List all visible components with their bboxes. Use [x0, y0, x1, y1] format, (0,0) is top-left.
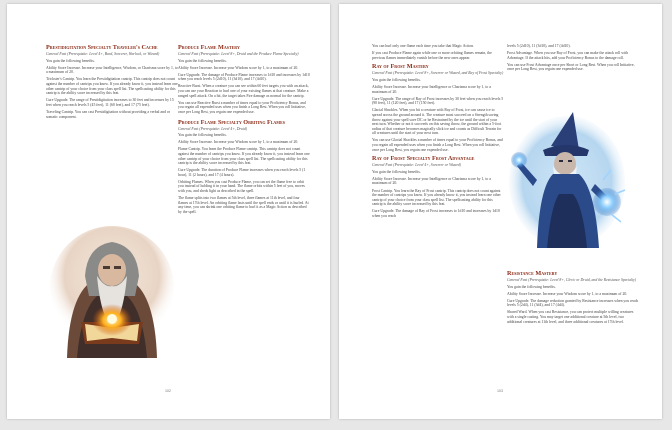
- paragraph: You gain the following benefits.: [372, 169, 421, 174]
- feat-prerequisite: General Feat (Prerequisite: Level 8+, Druid and the Produce Flame Specialty): [178, 52, 299, 56]
- feat-heading: Ray of Frost Specialty Frost Advantage: [372, 155, 475, 163]
- left-page-column-1: [46, 44, 178, 122]
- paragraph: If you cast Produce Flame again while one or more orbiting flames remain, the previous flames immediately vanish before the new ones appear.: [372, 51, 492, 60]
- paragraph: Flame Cantrip. You learn the Produce Flame cantrip. This cantrip does not count against the number of cantrips you know. If you already know it, you instead learn one other cantrip of your choice from your class spell list. The spellcasting ability for this cantrip is the ability score increased by this feat.: [178, 147, 310, 166]
- paragraph: Ability Score Increase. Increase your Wisdom score by 1, to a maximum of 20.: [507, 291, 628, 296]
- paragraph: Frost Advantage. When you use Ray of Frost, you can make the attack roll with Advantage. If the attack hits, add your Proficiency Bonus to the damage roll.: [507, 51, 628, 60]
- page-number: 102: [165, 389, 171, 393]
- paragraph: You gain the following benefits.: [178, 58, 227, 63]
- right-page-column-2: [507, 44, 639, 74]
- paragraph: Ability Score Increase. Increase your Intelligence or Charisma score by 1, to a maximum of 20.: [372, 176, 491, 186]
- feat-heading: Ray of Frost Mastery: [372, 63, 429, 71]
- feat-prerequisite: General Feat (Prerequisite: Level 8+, Sorcerer or Wizard, and Ray of Frost Specialty): [372, 71, 504, 76]
- paragraph: Orbiting Flames. When you cast Produce Flame, you can set the flame free to orbit you instead of holding it in your hand. The flame orbits within 5 feet of you, moves with you, and sheds light as described in the spell.: [178, 179, 305, 194]
- feat-prerequisite: General Feat (Prerequisite: Level 8+, Cleric or Druid, and the Resistance Specialty): [507, 278, 637, 282]
- feat-heading: Produce Flame Mastery: [178, 44, 240, 51]
- paragraph: You gain the following benefits.: [46, 58, 95, 63]
- paragraph: You gain the following benefits.: [178, 133, 227, 138]
- paragraph: You can hurl only one flame each time you take that Magic Action.: [372, 44, 474, 48]
- paragraph: Trickster's Cantrip. You learn the Prestidigitation cantrip. This cantrip does not count against the number of cantrips you know. If you already know it, you instead learn one other cantrip of your choice from your class spell list. The spellcasting ability for this cantrip is the ability score increased by this feat.: [46, 77, 178, 96]
- paragraph: Cure Upgrade. The damage of Produce Flame increases to 1d10 and increases by 1d10 when you reach levels 5 (2d10), 11 (3d10), and 17 (4d10).: [178, 72, 310, 82]
- feat-heading: Resistance Mastery: [507, 270, 558, 277]
- paragraph: Cure Upgrade. The damage reduction granted by Resistance increases when you reach levels 5 (2d4), 11 (3d4), and 17 (4d4).: [507, 298, 639, 308]
- paragraph: Cure Upgrade. The range of Ray of Frost increases by 30 feet when you reach levels 5 (90 feet), 11 (120 feet), and 17 (150 feet).: [372, 96, 504, 106]
- feat-prerequisite: General Feat (Prerequisite: Level 4+, Sorcerer or Wizard): [372, 163, 461, 168]
- paragraph: Glacial Shackles. When you hit a creature with Ray of Frost, ice can cause ice to spread across the ground around it. The creature must succeed on a Strength saving throw against your spell save DC or be Restrained by the ice until the start of your next turn. Whether or not it succeeds on this saving throw, the ground within a 5-foot radius of that creature becomes magically slick ice and counts as Difficult Terrain for all creatures until the start of your next turn.: [372, 108, 502, 136]
- paragraph: You can use Reactive Burst a number of times equal to your Proficiency Bonus, and you regain all expended uses when you finish a Long Rest. When you roll Initiative, once per Long Rest, you regain one expended use.: [178, 100, 306, 114]
- paragraph: You gain the following benefits.: [507, 284, 556, 289]
- paragraph: Cure Upgrade. The range of Prestidigitation increases to 30 feet and increases by 15 feet when you reach levels 5 (45 feet), 11 (60 feet), and 17 (75 feet).: [46, 98, 174, 107]
- paragraph: You gain the following benefits.: [372, 77, 421, 82]
- paragraph: Cure Upgrade. The duration of Produce Flame increases when you reach levels 5 (1 hour), 11 (2 hours), and 17 (4 hours).: [178, 168, 306, 177]
- paragraph: Ability Score Increase. Increase your Wisdom score by 1, to a maximum of 20.: [178, 140, 299, 145]
- paragraph: Frost Cantrip. You learn the Ray of Frost cantrip. This cantrip does not count against the number of cantrips you know. If you already know it, you instead learn one other cantrip of your choice from your class spell list. The spellcasting ability for this cantrip is the ability score increased by this feat.: [372, 188, 501, 207]
- paragraph: The flame splits into two flames at 5th level, three flames at 11th level, and four flames at 17th level. An orbiting flame lasts until the spell ends or until it is hurled. At any time, you can shrink one orbiting flame to hurl it as a Magic Action as described by the spell.: [178, 196, 309, 214]
- paragraph: Ability Score Increase. Increase your Intelligence or Charisma score by 1, to a maximum of 20.: [372, 84, 491, 94]
- page-number: 103: [497, 389, 503, 393]
- paragraph: Shared Ward. When you cast Resistance, you can protect multiple willing creatures with a single casting. You may target one additional creature at 5th level, two additional creatures at 11th level, and three additional creatures at 17th level.: [507, 310, 634, 324]
- feat-prerequisite: General Feat (Prerequisite: Level 4+, Druid): [178, 126, 248, 131]
- paragraph: Reactive Burst. When a creature you can see within 60 feet targets you with an attack, you can use your Reaction to hurl one of your existing flames at that creature. Make a ranged spell attack. On a hit, the target takes Fire damage as normal for the cantrip.: [178, 84, 309, 98]
- right-page: [339, 4, 662, 419]
- left-page: [7, 4, 330, 419]
- feat-prerequisite: General Feat (Prerequisite: Level 4+, Bard, Sorcerer, Warlock, or Wizard): [46, 52, 160, 56]
- wizard-casting-frost-illustration: [507, 110, 627, 250]
- wizard-with-glowing-book-illustration: [47, 226, 177, 358]
- paragraph: Ability Score Increase. Increase your Wisdom score by 1, to a maximum of 20.: [178, 65, 299, 70]
- paragraph: Traveling Cantrip. You can cast Prestidigitation without providing a verbal and or somatic component.: [46, 109, 170, 119]
- right-page-column-1: [372, 44, 504, 221]
- paragraph: Cure Upgrade. The damage of Ray of Frost increases to 1d10 and increases by 1d10 when you reach: [372, 209, 500, 219]
- paragraph: levels 5 (2d10), 11 (3d10), and 17 (4d10).: [507, 44, 571, 48]
- right-page-column-2-lower: [507, 270, 639, 327]
- feat-heading: Prestidigitation Specialty Traveler's Cache: [46, 44, 158, 51]
- paragraph: You can use Glacial Shackles a number of times equal to your Proficiency Bonus, and you regain all expended uses when you finish a Long Rest. When you roll Initiative, once per Long Rest, you regain one expended use.: [372, 138, 503, 152]
- left-page-column-2: [178, 44, 310, 217]
- feat-heading: Produce Flame Specialty Orbiting Flames: [178, 118, 285, 126]
- paragraph: You can use Frost Advantage once per Short or Long Rest. When you roll Initiative, once per Long Rest, you regain one expended use.: [507, 62, 635, 72]
- paragraph: Ability Score Increase. Increase your Intelligence, Wisdom, or Charisma score by 1, to a maximum of 20.: [46, 65, 178, 75]
